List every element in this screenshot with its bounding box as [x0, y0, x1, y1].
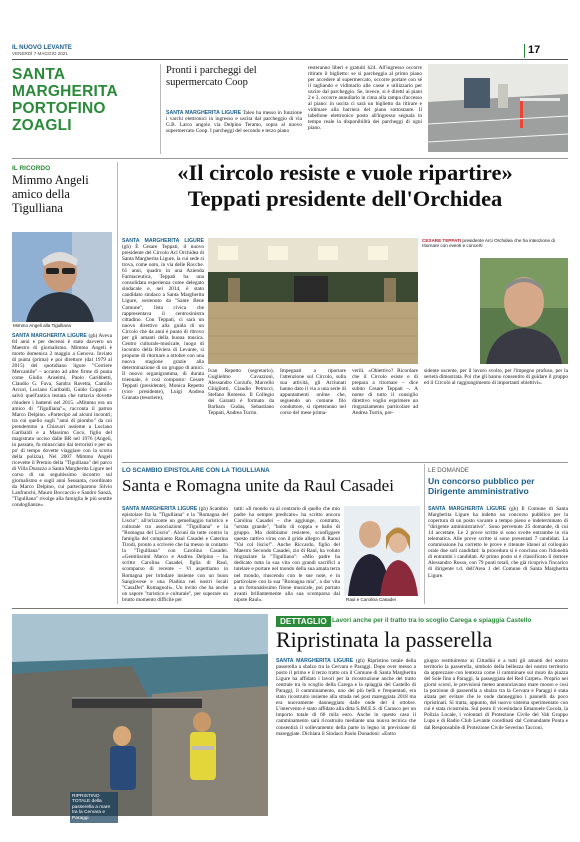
passerella-subhead: Lavori anche per il tratto tra lo scoglio Carega e spiaggia Castello [332, 617, 532, 624]
circolo-col1: SANTA MARGHERITA LIGURE (gh) È Cesare Teppati, il nuovo presidente del Circolo Acl Orchidea di Santa Margherita Ligure, la cui sede si trova, come noto, in via delle Rocche. 61 anni, quadro in una Azienda Farmaceutica, Teppati ha una consolidata esperienza come delegato sindacale e, nel 2014, è stato candidato sindaco a Santa Margherita Ligure, sostenuto da "Sante Bene Comune", lista civica che rappresentava il centrosinistra cittadino. Con Teppati, ci sarà un nuovo direttivo alla guida di un Circolo che da anni è punto di ritrovo per gli amanti della buona musica. Centro culturale-musicale, luogo di incontro della Riviera di Levante, si propone di ritornare a ottobre con una nuova stagione grazie alla determinazione di un gruppo di amici. Il nuovo organigramma, di durata triennale, è così composto: Cesare Teppati (presidente), Monica Repetto (vice presidente), Luigi Andrea Granata (tesoriere), [122, 238, 204, 402]
domande-kicker: LE DOMANDE [428, 467, 469, 474]
coop-headline: Pronti i parcheggi del supermercato Coop [166, 65, 257, 88]
casadei-kicker: LO SCAMBIO EPISTOLARE CON LA TIGULLIANA [122, 467, 270, 474]
domande-text: SANTA MARGHERITA LIGURE (gh) Il Comune di Santa Margherita Ligure ha indetto un concorso pubblico per la copertura di un posto vacante a tempo pieno e indeterminato di "dirigente amministrativo". Sono pervenute 25 domande, di cui 14 accettate. Le 2 prove scritte si sono svolte entrambe in via telematica. Alle prove scritte si sono presentati 7 candidati. La commissione ha corretto le prove e ritenute idonei al colloquio orale due soli candidati: la procedura si è conclusa con l'idoneità di entrambi i candidati. Al primo posto si è classificato il dottore Alessandro Russo, con 79 punti totali, che già ricopriva l'incarico di dirigente t.d. dell'Area 1 del Comune di Santa Margherita Ligure. [428, 506, 568, 579]
coop-parking-photo [428, 64, 568, 152]
masthead-logo: IL NUOVO LEVANTE [12, 44, 72, 51]
circolo-headline-2: Teppati presidente dell'Orchidea [187, 186, 503, 211]
ricordo-photo-caption: Mimmo Angeli alla Tigulliana [13, 323, 71, 328]
circolo-col4: verili. «Obiettivo? Ricordare che il Circolo esiste e di prepara a ritornare – dice subito Cesare Teppati –. A nome di tutto il consiglio direttivo voglio esprimere un ringraziamento particolare ad Andrea Turrin, pre- [352, 368, 418, 417]
ricordo-title: Mimmo Angeli amico della Tigulliana [12, 173, 89, 215]
passerella-photo [12, 614, 268, 816]
page-number: 17 [528, 44, 541, 56]
circolo-headline-1: «Il circolo resiste e vuole ripartire» [177, 160, 513, 185]
domande-headline: Un concorso pubblico per Dirigente amministrativo [428, 476, 535, 496]
passerella-kicker: DETTAGLIO [276, 616, 331, 627]
casadei-col1: SANTA MARGHERITA LIGURE (gh) Scambio epistolare fra la "Tigulliana" e la "Romagna del Liscio": all'orizzonte un gemellaggio turistico e culturale tra associazioni "Tigulliana" e la "Romagna del Liscio". Alcuni da tutte contro la famiglia del compianto Raul Casadei e Caterina Tirodi, pronto a scrivere che ha messo in contatto la "Tigulliana" con Carolina Casadei. «Gentilissimi Marco e Andrea Delpino – ha scritto Carolina Casadei, figlia di Raul, scomparso di recente – Vi aspettiamo in Romagna per brindare insieme con un buon Sangiovese e una Piadina nei nostri locali "CasaDei" Romagnoli». Un invito che ha anche un sapore "turistico e culturale", per superare un brutto momento difficile per [122, 506, 228, 603]
section-label: SANTA MARGHERITA PORTOFINO ZOAGLI [12, 66, 118, 134]
casadei-caption: Raul e Carolina Casadei [346, 597, 396, 602]
circolo-col5: sidente uscente, per il lavoro svolto, per l'impegno profuso, per la serietà dimostrata. Poi che gli hanno consentito di guidare il gruppo ed il Circolo al raggiungimento di importanti obiettivi». [424, 368, 568, 387]
circolo-hall-photo [208, 238, 418, 364]
ricordo-text: SANTA MARGHERITA LIGURE (gh) Aveva 84 anni e per decenni è stato davvero un Maestro di giornalismo. Mimmo Angeli è morto domenica 2 maggio a Genova. Inviato di punta (prima) e poi direttore (dal 1979 al 2015) del quotidiano ligure "Corriere Mercantile" – accanto ad altre firme di punta come Giulio Anselmi, Paolo Garibbetti, Claudio G. Fava, Sandra Ravetta, Camillo Arcuri, Luciano Garibaldi, Guido Coppini – salvò quell'antica testata che tuttavia dovette chiudere i battenti nel 2015. «Mimmo era un amico di "Tigulliana"», racconta il patron Marco Delpino. «Partecipò ad alcuni incontri; tra cui quello sugli "anni di piombo" da cui prendemmo a Chiavari assieme a Luciano Garibaldi e a Massimo Coco, figlio del magistrato ucciso dalle BR nel 1976 (Angeli, in passato, fu minacciato dai terroristi e per un po' di tempo dovette viaggiare con la scorta della polizia). Nel 2007 Mimmo Angeli ricevette il Premio della "Tigulliana" del parco di Villa Durazzo a Santa Margherita Ligure nel corso di un seguitissimo incontro sul giornalismo e sugli anni Sessanta, coordinato da Marco Delpino, cui parteciparono Silvio Lanfranchi, Mauro Boccaccio e Sandro Sanzà, "Tigulliana" rivolge alla famiglia le più sentite condoglianze». [12, 333, 112, 509]
circolo-col3: Impegnati a riportare l'attenzione sul Circolo, sulla sua attività, gli Arciunati hanno dato il via a una serie di appuntamenti online che, seguendo un comune filo conduttore, si ripeteranno nel corso del mese prima- [280, 368, 346, 417]
casadei-photo [344, 506, 420, 596]
casadei-headline: Santa e Romagna unite da Raul Casadei [122, 476, 394, 495]
masthead-date: VENERDÌ 7 MAGGIO 2021 [12, 51, 68, 56]
teppati-photo [480, 258, 568, 364]
mimmo-angeli-photo [12, 232, 112, 322]
passerella-sidebar: RIPRISTINO TOTALE della passerella a mare tra la Cervara e Paraggi [70, 792, 118, 823]
coop-text-col1: SANTA MARGHERITA LIGURE Taleo ha messo in funzione i varchi elettronici in ingresso e uscita dal parcheggio di via G.B. Larco angolo via Delpino Teramo, sopra al nuovo supermercato Coop. I parcheggi del secondo e terzo piano [166, 110, 302, 135]
circolo-col2: Ivan Repetto (segretario), Guglielmo Cavazzoni, Alessandro Corzufo, Marcello Ghigliotti, Claudio Petrucci, Stefano Romeno. Il Collegio dei Garanti è formato da Barbara Gudas, Sebastiano Teppati, Andrea Turrin. [208, 368, 274, 417]
passerella-col1: SANTA MARGHERITA LIGURE (gh) Ripristino totale della passerella a sbalzo tra la Cervara e Paraggi. Dopo over messo a posto il primo e il terzo tratto ora il Comune di Santa Margherita Ligure ha affidato i lavori per la ricostruzione anche del tratto centrale tra lo scoglio della Carega e la spiaggia del Castello di Paraggi, il camminamento, uno dei più belli e frequentati, era stato ricostruito insieme alla strada nel post mareggiata 2018 ma era nuovamente danneggiato dalle onde del 4 ottobre. L'intervento è stato affidato alla ditta S.IM.E.S. di Carasco per un importo totale di 66 mila euro. Anche in questo caso il camminamento sarà ricostruito mediante una nuova tecnica che consentirà il sollevamento della parte in legno in previsione di mareggiate. Dichiara il Sindaco Paolo Donadoni: «Entro [276, 658, 416, 737]
teppati-caption: CESARE TEPPATI presidente Arci Orchidea che ha intenzione di ritornare con eventi e concerti [422, 238, 555, 249]
passerella-headline: Ripristinata la passerella [276, 627, 493, 652]
coop-text-col2: resteranno liberi e gratuiti h24. All'ingresso occorre ritirare il biglietto: se si parcheggia al primo piano per accedere al supermercato, occorre portare con sé il tagliando e vidimarlo alle casse e utilizzarlo per uscire dal parcheggio. Se, invece, si è diretti ai piani 2 e 3, occorre annullarlo in cima alla rampa d'accesso al piano: in uscita ci sarà un biglietto da ritirare e vidimare alla barriera del piano sottostante. Il tabellone elettronico posto all'ingresso segnala in tempo reale la disponibilità dei parcheggi di ogni piano. [308, 65, 422, 132]
ricordo-kicker: IL RICORDO [12, 165, 51, 172]
casadei-col2: tutti: «Il mondo va al contrario di quello che mio padre ha sempre predicato» ha scritto ancora Carolina Casadei – che aggiunge, contratto, "serata grande", "ballo di coppia e ballo di gruppo. Ma dobbiamo resistere, sconfiggere questo cattivo virus con il grido allegro di Raoul "Vai col liscio!". Anche Riccardo, figlio del Maestro Secondo Casadei, zio di Raul, ha voluto ringraziare la "Tigulliana": «Mio padre ha dedicato tutta la sua vita con grandi sacrifici a tutelare e portare nel mondo della sua amata terra nel mondo, riuscendo con le sue note, e in particolare con la sua "Romagna mia", a dar vita a un fortunatissimo filone musicale, poi portato avanti brillantemente alla sua scomparsa dal nipote Raul». [234, 506, 340, 603]
passerella-col2: giugno restituiremo ai Cittadini e a tutti gli amanti del nostro territorio la passerella, simbolo della bellezza del nostro territorio da apprezzare con lentezza come il camminare sul muro da piazza del Sole fino a Paraggi, la passeggiata del Red Carpet». Proprio nei giorni scorsi, le previsioni meteo annunciavano mare mosso e così la porzione di passerella a sbalzo tra la Cervara e Paraggi è stata alzata per evitare che le onde danneggino i pannelli da poco ripristinati. Si tratta, appunto, del nuovo sistema sperimentato con cui è stata ricostruita. Sul posto il vicesindaco Emanuele Cocola, la Polizia Locale, i volontari di Protezione Civile del Vab Gruppo Lupo e di Radio Club Levante coordinati dal Comandante Ponta e dal Responsabile di Protezione Civile Severino Tacconi. [424, 658, 568, 731]
